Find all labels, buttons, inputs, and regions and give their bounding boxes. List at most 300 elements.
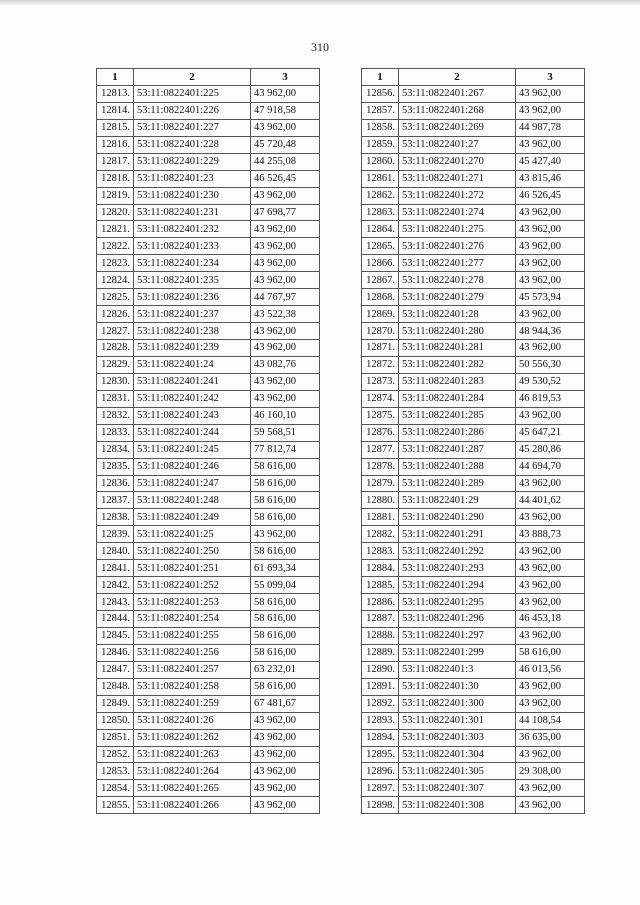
left-table-body <box>97 85 320 813</box>
row-number-cell: 12863. <box>362 204 399 221</box>
table-row <box>362 678 585 695</box>
value-cell: 43 962,00 <box>251 780 320 797</box>
table-row <box>362 255 585 272</box>
cadastral-number-cell: 53:11:0822401:241 <box>134 373 251 390</box>
cadastral-number-cell: 53:11:0822401:286 <box>399 424 516 441</box>
table-row <box>97 323 320 340</box>
table-row <box>362 712 585 729</box>
table-row <box>97 204 320 221</box>
cadastral-number-cell: 53:11:0822401:303 <box>399 729 516 746</box>
table-row <box>362 136 585 153</box>
cadastral-number-cell: 53:11:0822401:271 <box>399 170 516 187</box>
cadastral-number-cell: 53:11:0822401:278 <box>399 272 516 289</box>
value-cell: 67 481,67 <box>251 695 320 712</box>
cadastral-number-cell: 53:11:0822401:299 <box>399 644 516 661</box>
column-header-2: 2 <box>134 69 251 86</box>
value-cell: 43 962,00 <box>516 255 585 272</box>
cadastral-number-cell: 53:11:0822401:230 <box>134 187 251 204</box>
table-row <box>97 678 320 695</box>
cadastral-number-cell: 53:11:0822401:237 <box>134 306 251 323</box>
cadastral-number-cell: 53:11:0822401:225 <box>134 85 251 102</box>
table-row <box>97 458 320 475</box>
value-cell: 43 962,00 <box>516 272 585 289</box>
cadastral-number-cell: 53:11:0822401:231 <box>134 204 251 221</box>
value-cell: 43 962,00 <box>516 306 585 323</box>
table-row <box>362 611 585 628</box>
row-number-cell: 12828. <box>97 340 134 357</box>
value-cell: 44 108,54 <box>516 712 585 729</box>
cadastral-number-cell: 53:11:0822401:246 <box>134 458 251 475</box>
cadastral-number-cell: 53:11:0822401:301 <box>399 712 516 729</box>
table-row <box>97 238 320 255</box>
value-cell: 44 694,70 <box>516 458 585 475</box>
row-number-cell: 12830. <box>97 373 134 390</box>
cadastral-number-cell: 53:11:0822401:289 <box>399 475 516 492</box>
row-number-cell: 12865. <box>362 238 399 255</box>
row-number-cell: 12823. <box>97 255 134 272</box>
cadastral-number-cell: 53:11:0822401:23 <box>134 170 251 187</box>
cadastral-number-cell: 53:11:0822401:233 <box>134 238 251 255</box>
table-row <box>362 492 585 509</box>
value-cell: 43 962,00 <box>516 543 585 560</box>
cadastral-number-cell: 53:11:0822401:275 <box>399 221 516 238</box>
row-number-cell: 12841. <box>97 560 134 577</box>
value-cell: 43 962,00 <box>251 221 320 238</box>
value-cell: 58 616,00 <box>251 678 320 695</box>
table-row <box>362 272 585 289</box>
value-cell: 61 693,34 <box>251 560 320 577</box>
row-number-cell: 12874. <box>362 390 399 407</box>
row-number-cell: 12840. <box>97 543 134 560</box>
value-cell: 43 962,00 <box>251 526 320 543</box>
cadastral-number-cell: 53:11:0822401:262 <box>134 729 251 746</box>
table-row <box>362 780 585 797</box>
table-row <box>97 255 320 272</box>
row-number-cell: 12857. <box>362 102 399 119</box>
cadastral-number-cell: 53:11:0822401:239 <box>134 340 251 357</box>
cadastral-number-cell: 53:11:0822401:235 <box>134 272 251 289</box>
table-row <box>362 187 585 204</box>
row-number-cell: 12858. <box>362 119 399 136</box>
cadastral-number-cell: 53:11:0822401:268 <box>399 102 516 119</box>
value-cell: 47 918,58 <box>251 102 320 119</box>
cadastral-number-cell: 53:11:0822401:263 <box>134 746 251 763</box>
cadastral-number-cell: 53:11:0822401:245 <box>134 441 251 458</box>
row-number-cell: 12836. <box>97 475 134 492</box>
row-number-cell: 12893. <box>362 712 399 729</box>
value-cell: 50 556,30 <box>516 356 585 373</box>
cadastral-number-cell: 53:11:0822401:304 <box>399 746 516 763</box>
cadastral-number-cell: 53:11:0822401:288 <box>399 458 516 475</box>
table-row <box>362 441 585 458</box>
row-number-cell: 12825. <box>97 289 134 306</box>
table-row <box>362 644 585 661</box>
cadastral-number-cell: 53:11:0822401:236 <box>134 289 251 306</box>
row-number-cell: 12872. <box>362 356 399 373</box>
row-number-cell: 12835. <box>97 458 134 475</box>
row-number-cell: 12878. <box>362 458 399 475</box>
left-register-table <box>96 68 320 814</box>
value-cell: 44 987,78 <box>516 119 585 136</box>
column-header-3: 3 <box>516 69 585 86</box>
cadastral-number-cell: 53:11:0822401:226 <box>134 102 251 119</box>
table-row <box>362 204 585 221</box>
cadastral-number-cell: 53:11:0822401:244 <box>134 424 251 441</box>
row-number-cell: 12873. <box>362 373 399 390</box>
row-number-cell: 12870. <box>362 323 399 340</box>
cadastral-number-cell: 53:11:0822401:279 <box>399 289 516 306</box>
table-header-row <box>362 69 585 86</box>
table-row <box>97 170 320 187</box>
table-row <box>362 627 585 644</box>
row-number-cell: 12866. <box>362 255 399 272</box>
value-cell: 46 526,45 <box>251 170 320 187</box>
cadastral-number-cell: 53:11:0822401:290 <box>399 509 516 526</box>
cadastral-number-cell: 53:11:0822401:276 <box>399 238 516 255</box>
cadastral-number-cell: 53:11:0822401:227 <box>134 119 251 136</box>
value-cell: 43 962,00 <box>251 729 320 746</box>
value-cell: 44 767,97 <box>251 289 320 306</box>
row-number-cell: 12864. <box>362 221 399 238</box>
table-row <box>97 780 320 797</box>
row-number-cell: 12860. <box>362 153 399 170</box>
row-number-cell: 12853. <box>97 763 134 780</box>
table-row <box>362 526 585 543</box>
value-cell: 43 962,00 <box>516 780 585 797</box>
value-cell: 58 616,00 <box>251 475 320 492</box>
value-cell: 44 401,62 <box>516 492 585 509</box>
row-number-cell: 12816. <box>97 136 134 153</box>
table-row <box>362 102 585 119</box>
row-number-cell: 12875. <box>362 407 399 424</box>
table-row <box>362 661 585 678</box>
value-cell: 43 962,00 <box>251 746 320 763</box>
value-cell: 58 616,00 <box>251 543 320 560</box>
table-row <box>362 746 585 763</box>
value-cell: 47 698,77 <box>251 204 320 221</box>
cadastral-number-cell: 53:11:0822401:296 <box>399 611 516 628</box>
value-cell: 45 573,94 <box>516 289 585 306</box>
table-row <box>97 644 320 661</box>
cadastral-number-cell: 53:11:0822401:249 <box>134 509 251 526</box>
table-row <box>97 526 320 543</box>
value-cell: 43 962,00 <box>251 797 320 814</box>
cadastral-number-cell: 53:11:0822401:283 <box>399 373 516 390</box>
row-number-cell: 12868. <box>362 289 399 306</box>
value-cell: 58 616,00 <box>251 458 320 475</box>
table-row <box>362 373 585 390</box>
table-row <box>362 695 585 712</box>
value-cell: 48 944,36 <box>516 323 585 340</box>
cadastral-number-cell: 53:11:0822401:297 <box>399 627 516 644</box>
table-row <box>362 340 585 357</box>
value-cell: 58 616,00 <box>251 627 320 644</box>
cadastral-number-cell: 53:11:0822401:256 <box>134 644 251 661</box>
row-number-cell: 12894. <box>362 729 399 746</box>
value-cell: 43 962,00 <box>516 746 585 763</box>
row-number-cell: 12822. <box>97 238 134 255</box>
table-row <box>362 390 585 407</box>
value-cell: 43 962,00 <box>251 373 320 390</box>
cadastral-number-cell: 53:11:0822401:269 <box>399 119 516 136</box>
value-cell: 43 962,00 <box>516 204 585 221</box>
value-cell: 44 255,08 <box>251 153 320 170</box>
row-number-cell: 12848. <box>97 678 134 695</box>
cadastral-number-cell: 53:11:0822401:27 <box>399 136 516 153</box>
cadastral-number-cell: 53:11:0822401:285 <box>399 407 516 424</box>
value-cell: 46 526,45 <box>516 187 585 204</box>
row-number-cell: 12826. <box>97 306 134 323</box>
cadastral-number-cell: 53:11:0822401:281 <box>399 340 516 357</box>
row-number-cell: 12892. <box>362 695 399 712</box>
value-cell: 43 962,00 <box>516 627 585 644</box>
table-row <box>362 170 585 187</box>
table-row <box>97 306 320 323</box>
cadastral-number-cell: 53:11:0822401:29 <box>399 492 516 509</box>
table-row <box>97 746 320 763</box>
row-number-cell: 12886. <box>362 594 399 611</box>
cadastral-number-cell: 53:11:0822401:293 <box>399 560 516 577</box>
value-cell: 43 962,00 <box>516 407 585 424</box>
cadastral-number-cell: 53:11:0822401:242 <box>134 390 251 407</box>
row-number-cell: 12859. <box>362 136 399 153</box>
table-row <box>97 509 320 526</box>
right-register-table <box>361 68 585 814</box>
table-row <box>97 85 320 102</box>
row-number-cell: 12879. <box>362 475 399 492</box>
value-cell: 43 962,00 <box>516 136 585 153</box>
value-cell: 43 962,00 <box>516 678 585 695</box>
table-row <box>362 119 585 136</box>
row-number-cell: 12854. <box>97 780 134 797</box>
table-row <box>97 611 320 628</box>
value-cell: 43 962,00 <box>251 323 320 340</box>
row-number-cell: 12829. <box>97 356 134 373</box>
cadastral-number-cell: 53:11:0822401:292 <box>399 543 516 560</box>
table-row <box>97 221 320 238</box>
table-row <box>97 543 320 560</box>
table-row <box>97 695 320 712</box>
table-row <box>97 187 320 204</box>
row-number-cell: 12887. <box>362 611 399 628</box>
cadastral-number-cell: 53:11:0822401:250 <box>134 543 251 560</box>
value-cell: 58 616,00 <box>251 509 320 526</box>
cadastral-number-cell: 53:11:0822401:228 <box>134 136 251 153</box>
cadastral-number-cell: 53:11:0822401:30 <box>399 678 516 695</box>
row-number-cell: 12877. <box>362 441 399 458</box>
row-number-cell: 12842. <box>97 577 134 594</box>
table-row <box>97 390 320 407</box>
row-number-cell: 12844. <box>97 611 134 628</box>
column-header-1: 1 <box>362 69 399 86</box>
value-cell: 43 962,00 <box>516 85 585 102</box>
row-number-cell: 12885. <box>362 577 399 594</box>
cadastral-number-cell: 53:11:0822401:277 <box>399 255 516 272</box>
row-number-cell: 12895. <box>362 746 399 763</box>
value-cell: 43 962,00 <box>251 255 320 272</box>
value-cell: 77 812,74 <box>251 441 320 458</box>
value-cell: 43 962,00 <box>251 272 320 289</box>
row-number-cell: 12861. <box>362 170 399 187</box>
value-cell: 43 962,00 <box>251 85 320 102</box>
table-row <box>97 577 320 594</box>
table-row <box>362 797 585 814</box>
value-cell: 59 568,51 <box>251 424 320 441</box>
value-cell: 45 720,48 <box>251 136 320 153</box>
row-number-cell: 12845. <box>97 627 134 644</box>
table-row <box>97 712 320 729</box>
value-cell: 46 819,53 <box>516 390 585 407</box>
table-row <box>362 306 585 323</box>
table-row <box>97 594 320 611</box>
table-row <box>97 373 320 390</box>
cadastral-number-cell: 53:11:0822401:287 <box>399 441 516 458</box>
row-number-cell: 12884. <box>362 560 399 577</box>
value-cell: 43 522,38 <box>251 306 320 323</box>
value-cell: 58 616,00 <box>251 644 320 661</box>
table-row <box>362 458 585 475</box>
row-number-cell: 12883. <box>362 543 399 560</box>
cadastral-number-cell: 53:11:0822401:248 <box>134 492 251 509</box>
cadastral-number-cell: 53:11:0822401:28 <box>399 306 516 323</box>
row-number-cell: 12819. <box>97 187 134 204</box>
table-row <box>362 763 585 780</box>
table-row <box>97 289 320 306</box>
row-number-cell: 12889. <box>362 644 399 661</box>
row-number-cell: 12849. <box>97 695 134 712</box>
value-cell: 43 962,00 <box>516 475 585 492</box>
value-cell: 58 616,00 <box>251 594 320 611</box>
cadastral-number-cell: 53:11:0822401:25 <box>134 526 251 543</box>
table-row <box>362 424 585 441</box>
column-header-2: 2 <box>399 69 516 86</box>
right-table-body <box>362 85 585 813</box>
table-row <box>362 543 585 560</box>
row-number-cell: 12871. <box>362 340 399 357</box>
cadastral-number-cell: 53:11:0822401:300 <box>399 695 516 712</box>
value-cell: 43 962,00 <box>516 509 585 526</box>
row-number-cell: 12837. <box>97 492 134 509</box>
cadastral-number-cell: 53:11:0822401:282 <box>399 356 516 373</box>
cadastral-number-cell: 53:11:0822401:26 <box>134 712 251 729</box>
cadastral-number-cell: 53:11:0822401:291 <box>399 526 516 543</box>
row-number-cell: 12890. <box>362 661 399 678</box>
cadastral-number-cell: 53:11:0822401:252 <box>134 577 251 594</box>
table-row <box>97 797 320 814</box>
row-number-cell: 12850. <box>97 712 134 729</box>
table-row <box>97 356 320 373</box>
row-number-cell: 12851. <box>97 729 134 746</box>
cadastral-number-cell: 53:11:0822401:258 <box>134 678 251 695</box>
table-row <box>362 356 585 373</box>
cadastral-number-cell: 53:11:0822401:232 <box>134 221 251 238</box>
table-row <box>97 407 320 424</box>
table-row <box>97 441 320 458</box>
table-row <box>97 340 320 357</box>
row-number-cell: 12813. <box>97 85 134 102</box>
value-cell: 49 530,52 <box>516 373 585 390</box>
row-number-cell: 12827. <box>97 323 134 340</box>
row-number-cell: 12896. <box>362 763 399 780</box>
row-number-cell: 12888. <box>362 627 399 644</box>
table-row <box>97 729 320 746</box>
cadastral-number-cell: 53:11:0822401:272 <box>399 187 516 204</box>
cadastral-number-cell: 53:11:0822401:243 <box>134 407 251 424</box>
value-cell: 43 962,00 <box>516 560 585 577</box>
cadastral-number-cell: 53:11:0822401:24 <box>134 356 251 373</box>
table-row <box>97 424 320 441</box>
row-number-cell: 12817. <box>97 153 134 170</box>
column-header-3: 3 <box>251 69 320 86</box>
value-cell: 45 647,21 <box>516 424 585 441</box>
table-row <box>362 221 585 238</box>
cadastral-number-cell: 53:11:0822401:229 <box>134 153 251 170</box>
row-number-cell: 12832. <box>97 407 134 424</box>
table-row <box>362 289 585 306</box>
cadastral-number-cell: 53:11:0822401:255 <box>134 627 251 644</box>
column-header-1: 1 <box>97 69 134 86</box>
table-row <box>97 153 320 170</box>
row-number-cell: 12834. <box>97 441 134 458</box>
table-header-row <box>97 69 320 86</box>
row-number-cell: 12831. <box>97 390 134 407</box>
row-number-cell: 12882. <box>362 526 399 543</box>
value-cell: 43 962,00 <box>516 797 585 814</box>
value-cell: 43 962,00 <box>251 712 320 729</box>
cadastral-number-cell: 53:11:0822401:270 <box>399 153 516 170</box>
value-cell: 45 280,86 <box>516 441 585 458</box>
table-row <box>362 238 585 255</box>
row-number-cell: 12815. <box>97 119 134 136</box>
row-number-cell: 12898. <box>362 797 399 814</box>
value-cell: 43 962,00 <box>251 340 320 357</box>
row-number-cell: 12867. <box>362 272 399 289</box>
cadastral-number-cell: 53:11:0822401:257 <box>134 661 251 678</box>
row-number-cell: 12824. <box>97 272 134 289</box>
row-number-cell: 12856. <box>362 85 399 102</box>
value-cell: 43 962,00 <box>251 187 320 204</box>
row-number-cell: 12846. <box>97 644 134 661</box>
cadastral-number-cell: 53:11:0822401:265 <box>134 780 251 797</box>
value-cell: 43 962,00 <box>251 119 320 136</box>
value-cell: 43 962,00 <box>251 763 320 780</box>
row-number-cell: 12876. <box>362 424 399 441</box>
cadastral-number-cell: 53:11:0822401:295 <box>399 594 516 611</box>
row-number-cell: 12833. <box>97 424 134 441</box>
table-row <box>362 560 585 577</box>
cadastral-number-cell: 53:11:0822401:3 <box>399 661 516 678</box>
page-number: 310 <box>311 40 329 54</box>
table-row <box>97 661 320 678</box>
table-row <box>97 272 320 289</box>
row-number-cell: 12852. <box>97 746 134 763</box>
table-row <box>362 729 585 746</box>
value-cell: 63 232,01 <box>251 661 320 678</box>
table-row <box>362 475 585 492</box>
cadastral-number-cell: 53:11:0822401:307 <box>399 780 516 797</box>
table-row <box>97 763 320 780</box>
scan-edge-shade <box>0 0 640 6</box>
value-cell: 36 635,00 <box>516 729 585 746</box>
cadastral-number-cell: 53:11:0822401:308 <box>399 797 516 814</box>
table-row <box>97 492 320 509</box>
row-number-cell: 12847. <box>97 661 134 678</box>
value-cell: 43 888,73 <box>516 526 585 543</box>
value-cell: 43 815,46 <box>516 170 585 187</box>
value-cell: 43 962,00 <box>516 221 585 238</box>
value-cell: 43 962,00 <box>516 577 585 594</box>
row-number-cell: 12843. <box>97 594 134 611</box>
